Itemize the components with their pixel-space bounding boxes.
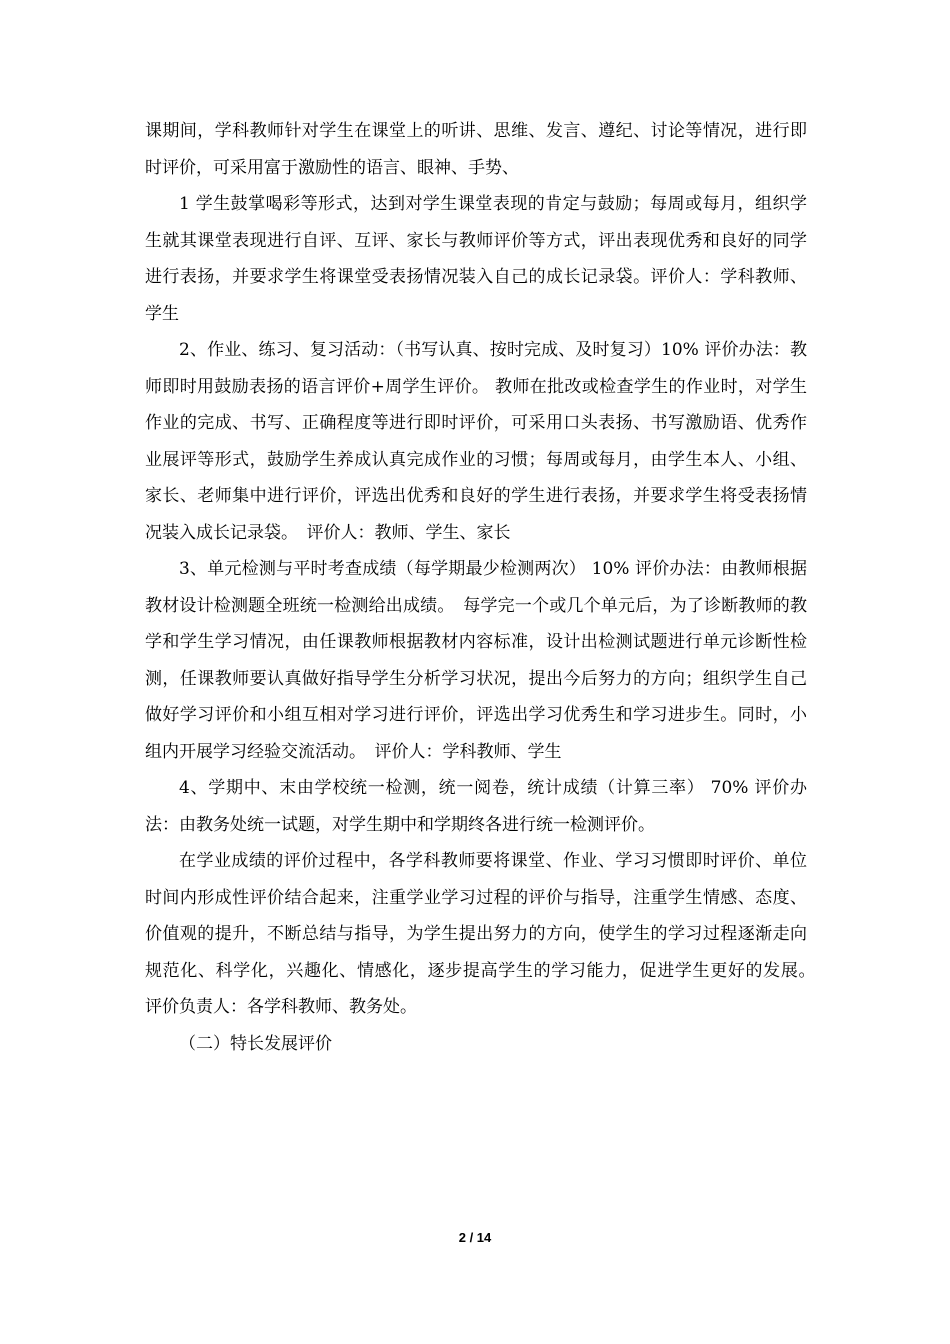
paragraph-4: 3、单元检测与平时考查成绩（每学期最少检测两次） 10% 评价办法：由教师根据教材设计检测题全班统一检测给出成绩。 每学完一个或几个单元后，为了诊断教师的教学和学生学习情况，由任课教师根据教材内容标准，设计出检测试题进行单元诊断性检测，任课教师要认真做好指导学生分析学习状况，提出今后努力的方向；组织学生自己做好学习评价和小组互相对学习进行评价，评选出学习优秀生和学习进步生。同时，小组内开展学习经验交流活动。 评价人：学科教师、学生 (145, 559, 807, 762)
section-heading: （二）特长发展评价 (179, 1033, 332, 1054)
paragraph-3: 2、作业、练习、复习活动：（书写认真、按时完成、及时复习）10% 评价办法：教师即时用鼓励表扬的语言评价+周学生评价。 教师在批改或检查学生的作业时，对学生作业的完成、书写、正确程度等进行即时评价，可采用口头表扬、书写激励语、优秀作业展评等形式，鼓励学生养成认真完成作业的习惯；每周或每月，由学生本人、小组、家长、老师集中进行评价，评选出优秀和良好的学生进行表扬，并要求学生将受表扬情况装入成长记录袋。 评价人：教师、学生、家长 (145, 340, 807, 543)
document-body (145, 113, 824, 1062)
paragraph-1: 课期间，学科教师针对学生在课堂上的听讲、思维、发言、遵纪、讨论等情况，进行即时评价，可采用富于激励性的语言、眼神、手势、 (145, 121, 807, 178)
paragraph-2: 1 学生鼓掌喝彩等形式，达到对学生课堂表现的肯定与鼓励；每周或每月，组织学生就其课堂表现进行自评、互评、家长与教师评价等方式，评出表现优秀和良好的同学进行表扬，并要求学生将课堂受表扬情况装入自己的成长记录袋。评价人：学科教师、学生 (145, 194, 807, 324)
page-number: 2 / 14 (458, 1230, 492, 1245)
paragraph-5: 4、学期中、末由学校统一检测，统一阅卷，统计成绩（计算三率） 70% 评价办法：由教务处统一试题，对学生期中和学期终各进行统一检测评价。 (145, 778, 807, 835)
paragraph-6: 在学业成绩的评价过程中，各学科教师要将课堂、作业、学习习惯即时评价、单位时间内形成性评价结合起来，注重学业学习过程的评价与指导，注重学生情感、态度、价值观的提升，不断总结与指导，为学生提出努力的方向，使学生的学习过程逐渐走向规范化、科学化，兴趣化、情感化，逐步提高学生的学习能力，促进学生更好的发展。 评价负责人：各学科教师、教务处。 (145, 851, 824, 1017)
